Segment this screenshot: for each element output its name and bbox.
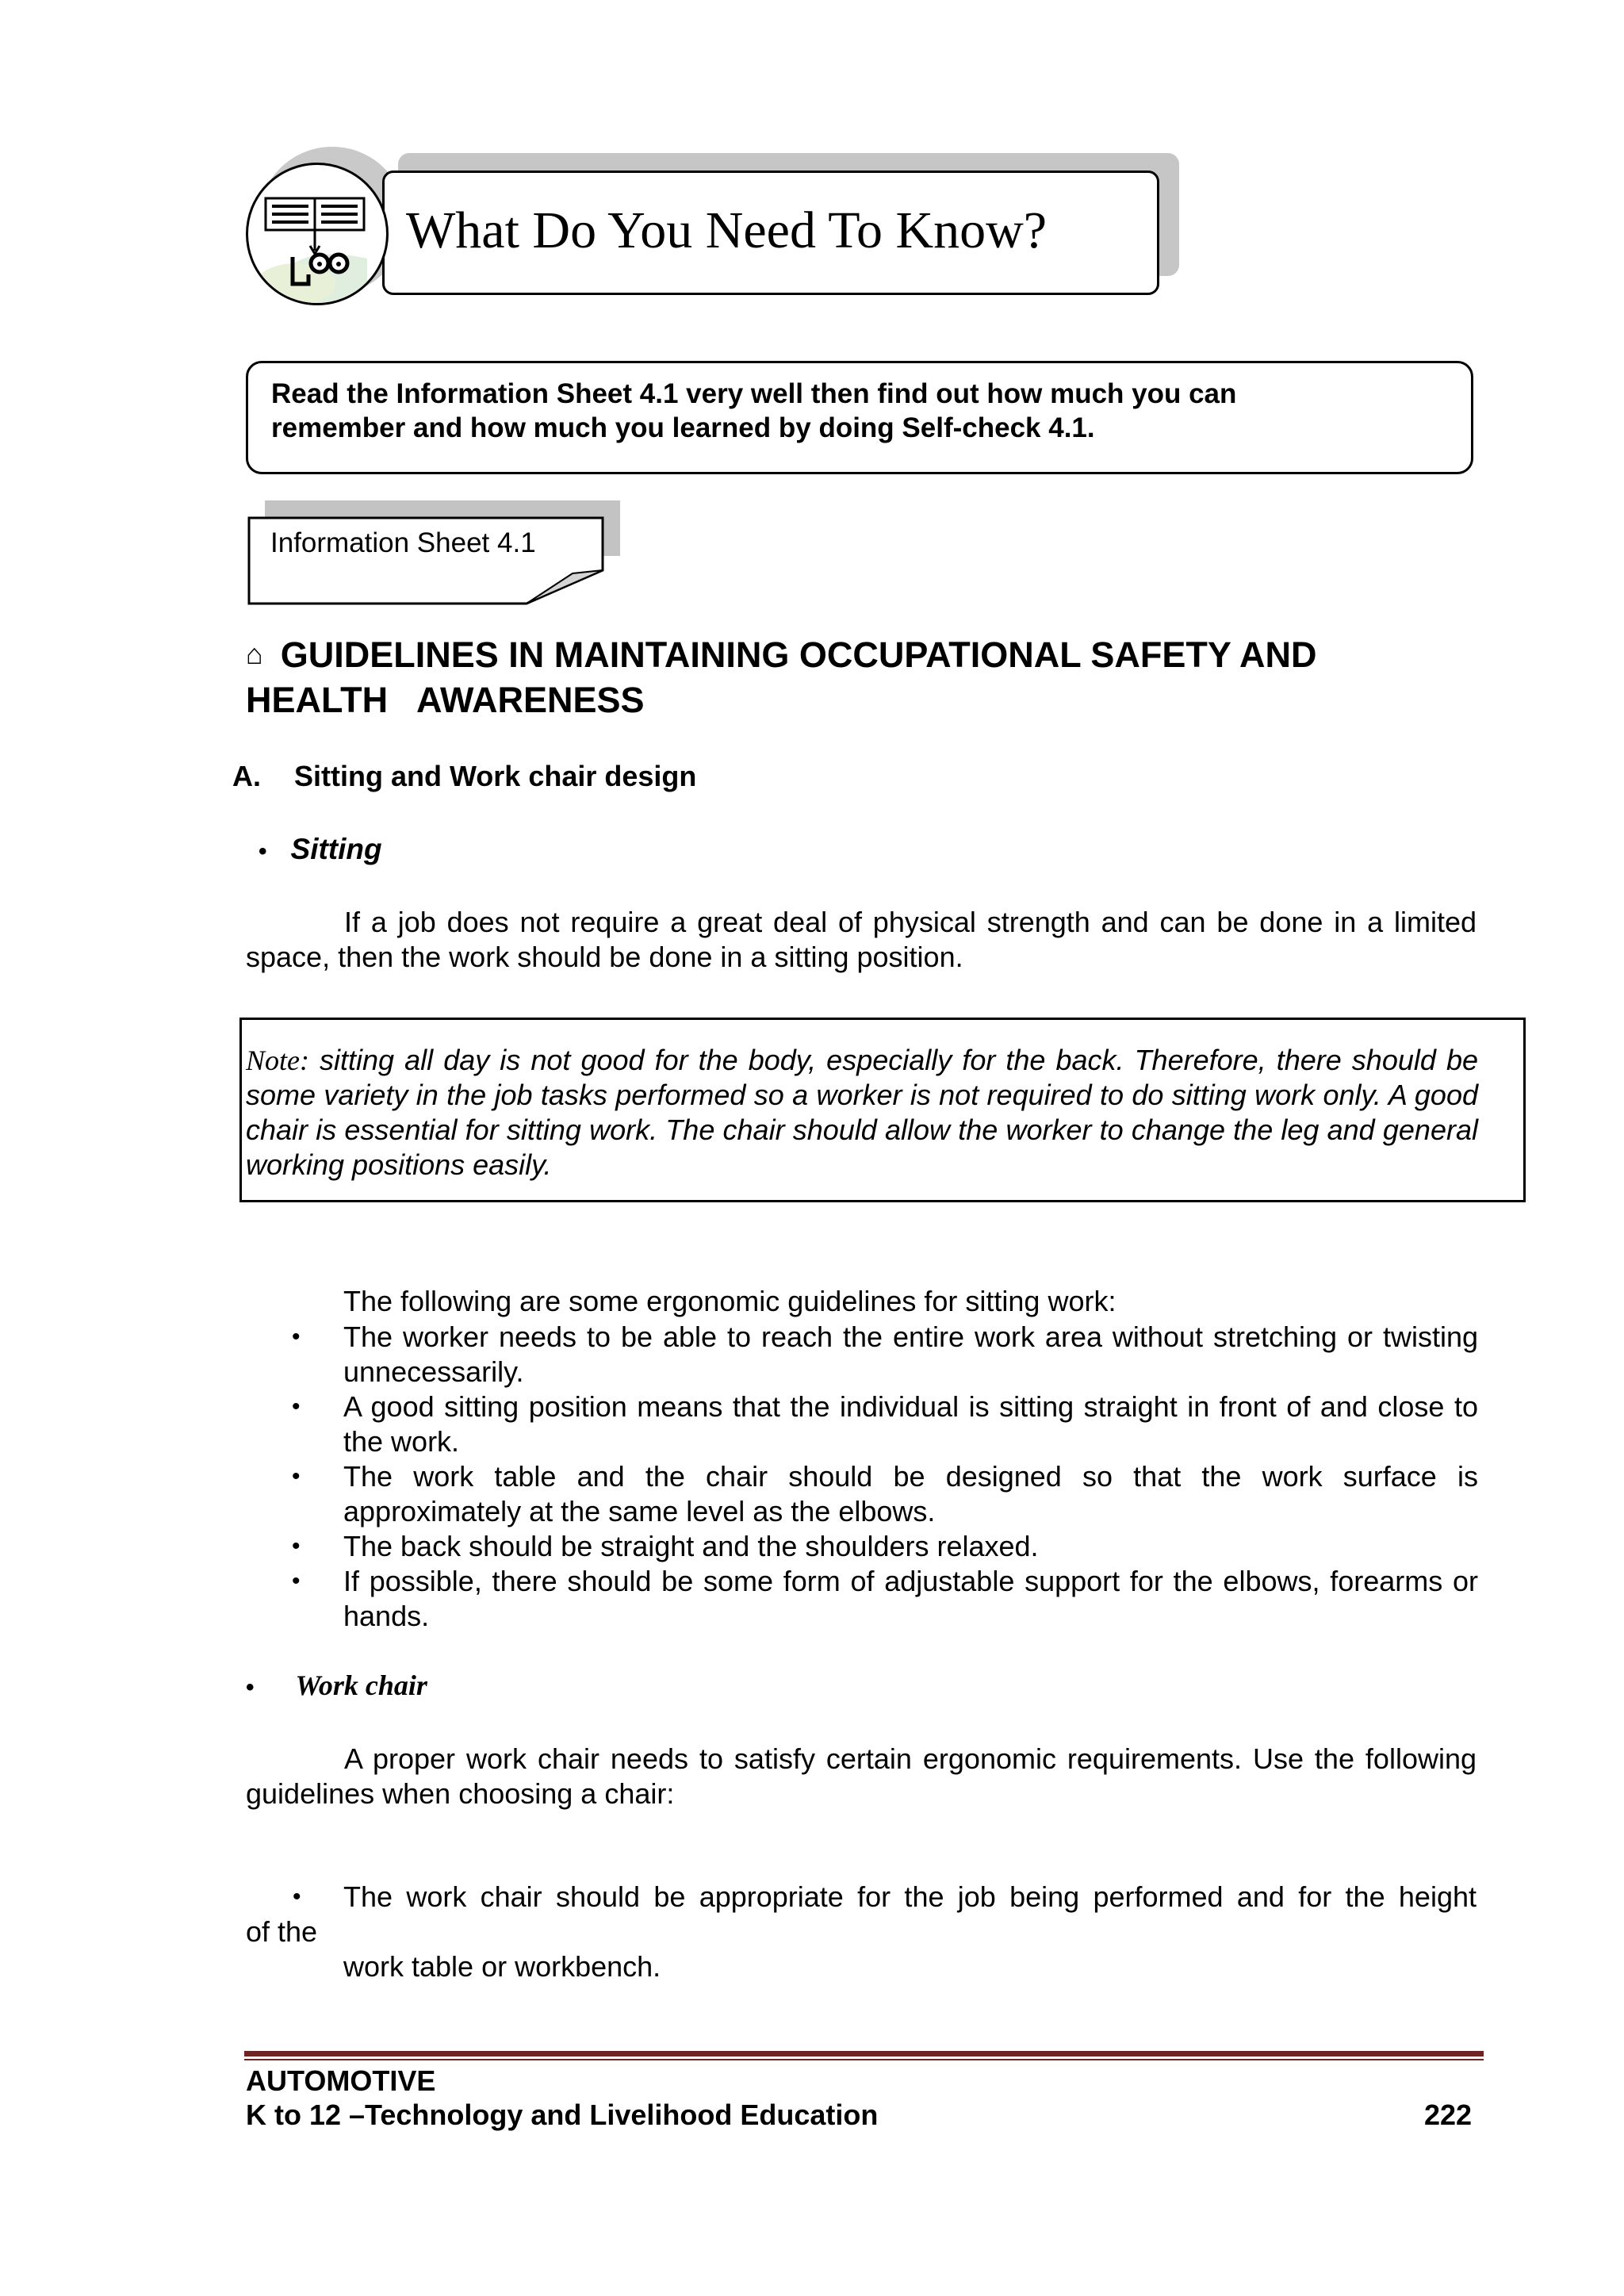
section-a-text: Sitting and Work chair design [294,760,697,792]
bullet: • [292,1533,301,1559]
column-icon: ⌂ [246,638,263,670]
bullet: • [292,1393,301,1420]
guidelines-list [292,1320,1478,1634]
instruction-line-2: remember and how much you learned by doing Self-check 4.1. [271,412,1095,443]
heading-line-2: HEALTH AWARENESS [246,680,645,720]
work-chair-item [246,1880,1477,1984]
book-reader-icon [246,163,389,305]
heading-line-1: GUIDELINES IN MAINTAINING OCCUPATIONAL SAFETY AND [280,634,1317,675]
page-number: 222 [1424,2099,1473,2131]
work-chair-item-line-1: The work chair should be appropriate for the job being performed and for the height [343,1880,1477,1913]
note-body: sitting all day is not good for the body, especially for the back. Therefore, there should be some variety in the job tasks performed so a worker is not required to do sitting work only. A good chair is essential for sitting work. The chair should allow the worker to change the leg and general working positions easily. [246,1044,1478,1181]
footer-rule-thin [244,2059,1484,2060]
guidelines-lead: The following are some ergonomic guidelines for sitting work: [343,1285,1116,1317]
list-item [292,1320,1478,1389]
bullet: • [259,838,267,864]
note-label: Note: [246,1045,309,1076]
footer-course: K to 12 –Technology and Livelihood Education [246,2099,879,2131]
work-chair-title: Work chair [295,1669,427,1701]
bullet: • [246,1674,255,1700]
list-item-text: The back should be straight and the shoulders relaxed. [343,1530,1039,1562]
bullet: • [292,1568,301,1594]
list-item [292,1564,1478,1634]
sitting-subheading [259,833,382,866]
list-item-text: If possible, there should be some form of adjustable support for the elbows, forearms or hands. [343,1565,1478,1632]
section-a-title [232,760,696,793]
section-a-letter: A. [232,760,261,792]
list-item [292,1459,1478,1529]
list-item [292,1389,1478,1459]
note-text [246,1043,1478,1182]
list-item-text: The work table and the chair should be designed so that the work surface is approximately at the same level as the elbows. [343,1460,1478,1527]
banner-title: What Do You Need To Know? [406,201,1048,259]
work-chair-item-line-3: work table or workbench. [343,1950,661,1983]
work-chair-item-line-2: of the [246,1915,318,1948]
instruction-line-1: Read the Information Sheet 4.1 very well then find out how much you can [271,378,1237,409]
bullet: • [292,1463,301,1489]
section-heading [246,631,1483,723]
instruction-text [271,377,1445,445]
list-item-text: The worker needs to be able to reach the entire work area without stretching or twisting unnecessarily. [343,1320,1478,1388]
sitting-title: Sitting [290,833,382,865]
info-tab-label: Information Sheet 4.1 [270,527,536,558]
footer-subject: AUTOMOTIVE [246,2064,436,2097]
footer-rule [244,2051,1484,2056]
work-chair-paragraph: A proper work chair needs to satisfy certain ergonomic requirements. Use the following guidelines when choosing a chair: [246,1742,1477,1810]
sitting-paragraph: If a job does not require a great deal of physical strength and can be done in a limited space, then the work should be done in a sitting position. [246,906,1477,973]
bullet: • [293,1884,301,1910]
list-item [292,1529,1478,1564]
list-item-text: A good sitting position means that the individual is sitting straight in front of and close to the work. [343,1390,1478,1458]
bullet: • [292,1324,301,1350]
work-chair-subheading [246,1669,427,1702]
